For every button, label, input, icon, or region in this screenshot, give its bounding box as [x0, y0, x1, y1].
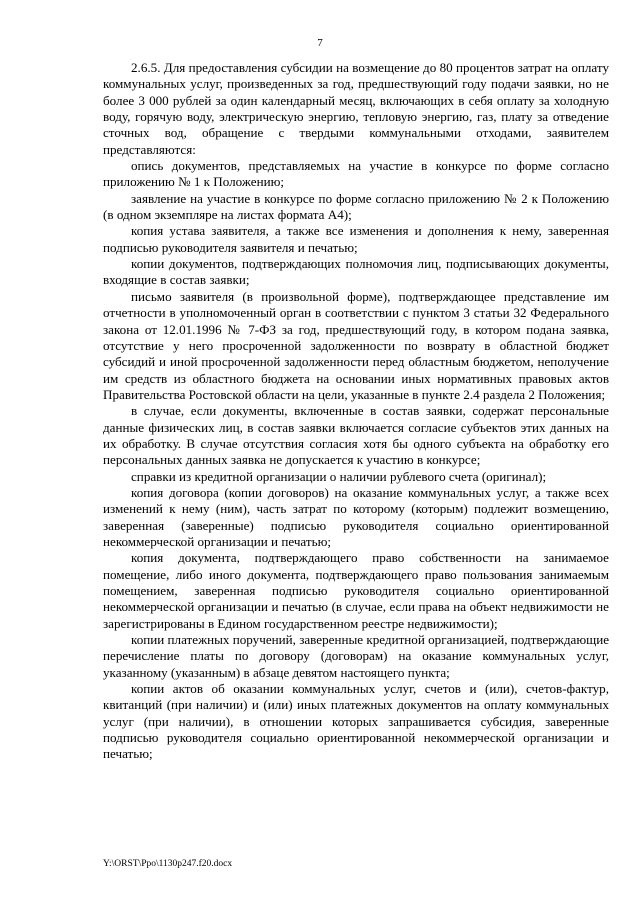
list-item-utility-contract: копия договора (копии договоров) на оказание коммунальных услуг, а также всех изменений к нему (ним), часть затрат по которому (которым) подлежит возмещению, заверенная (заверенные) подписью руководителя социально ориентированной некоммерческой организации и печатью;: [103, 484, 609, 549]
file-path-footer: Y:\ORST\Ppo\1130p247.f20.docx: [103, 859, 233, 869]
list-item-property-document: копия документа, подтверждающего право собственности на занимаемое помещение, либо иного документа, подтверждающего право пользования занимаемым помещением, заверенная подписью руководителя социально ориентированной некоммерческой организации и печатью (в случае, если права на объект недвижимости не зарегистрированы в Едином государственном реестре недвижимости);: [103, 550, 609, 631]
list-item-charter-copy: копия устава заявителя, а также все изменения и дополнения к нему, заверенная подписью руководителя заявителя и печатью;: [103, 223, 609, 255]
list-item-personal-data-consent: в случае, если документы, включенные в состав заявки, содержат персональные данные физических лиц, в состав заявки включается согласие субъектов этих данных на их обработку. В случае отсутствия согласия хотя бы одного субъекта на обработку его персональных данных заявка не допускается к участию в конкурсе;: [103, 403, 609, 468]
document-body: [103, 60, 609, 763]
list-item-authority-documents: копии документов, подтверждающих полномочия лиц, подписывающих документы, входящие в состав заявки;: [103, 256, 609, 288]
list-item-application: заявление на участие в конкурсе по форме согласно приложению № 2 к Положению (в одном экземпляре на листах формата А4);: [103, 190, 609, 223]
list-item-service-acts: копии актов об оказании коммунальных услуг, счетов и (или), счетов-фактур, квитанций (при наличии) и (или) иных платежных документов на оплату коммунальных услуг (при наличии), в отношении которых запрашивается субсидия, заверенные подписью руководителя социально ориентированной некоммерческой организации и печатью;: [103, 681, 609, 762]
list-item-payment-orders: копии платежных поручений, заверенные кредитной организацией, подтверждающие перечисление платы по договору (договорам) на оказание коммунальных услуг, указанному (указанным) в абзаце девятом настоящего пункта;: [103, 632, 610, 680]
page-number: 7: [317, 37, 323, 49]
paragraph-2-6-5-intro: 2.6.5. Для предоставления субсидии на возмещение до 80 процентов затрат на оплату коммунальных услуг, произведенных за год, предшествующий году подачи заявки, но не более 3 000 рублей за один календарный месяц, включающих в себя оплату за холодную воду, горячую воду, электрическую энергию, тепловую энергию, газ, плату за отведение сточных вод, обращение с твердыми коммунальными отходами, заявителем представляются:: [103, 60, 609, 157]
list-item-applicant-letter: письмо заявителя (в произвольной форме), подтверждающее представление им отчетности в уполномоченный орган в соответствии с пунктом 3 статьи 32 Федерального закона от 12.01.1996 № 7-ФЗ за год, предшествующий году, в котором подана заявка, отсутствие у него просроченной задолженности по возврату в областной бюджет субсидий и иной просроченной задолженности перед областным бюджетом, неполучение им средств из областного бюджета на основании иных нормативных правовых актов Правительства Ростовской области на цели, указанные в пункте 2.4 раздела 2 Положения;: [103, 288, 609, 402]
list-item-inventory: опись документов, представляемых на участие в конкурсе по форме согласно приложению № 1 к Положению;: [103, 158, 609, 190]
list-item-bank-certificate: справки из кредитной организации о наличии рублевого счета (оригинал);: [131, 468, 547, 484]
